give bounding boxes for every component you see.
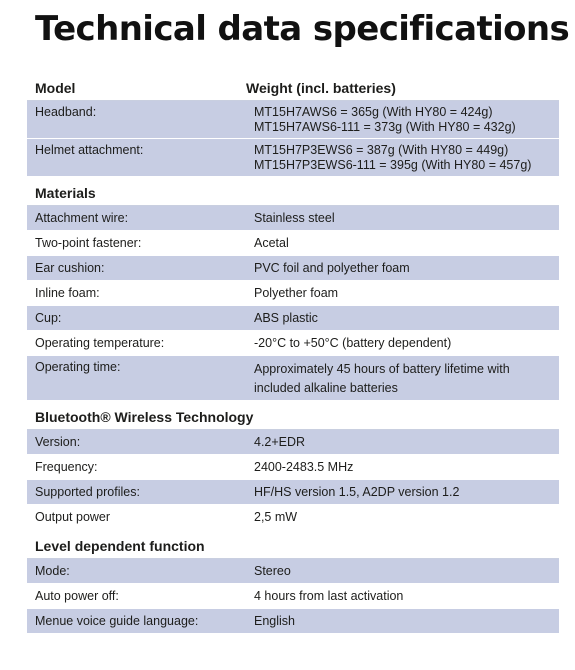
spec-label: Operating time: — [35, 360, 121, 374]
spec-value: English — [254, 613, 295, 628]
spec-row-two-point-fastener — [27, 231, 559, 256]
spec-table — [27, 76, 559, 634]
section-title: Model — [35, 80, 76, 96]
spec-value-line: MT15H7P3EWS6-111 = 395g (With HY80 = 457g) — [254, 158, 532, 172]
section-header-level-dependent — [27, 534, 559, 559]
spec-value-line: MT15H7P3EWS6 = 387g (With HY80 = 449g) — [254, 143, 509, 157]
spec-value: ABS plastic — [254, 310, 318, 325]
spec-value-line: included alkaline batteries — [254, 381, 398, 395]
spec-label: Frequency: — [35, 459, 98, 474]
spec-value — [254, 105, 559, 138]
spec-row-operating-time — [27, 356, 559, 401]
spec-row-version — [27, 430, 559, 455]
section-title: Level dependent function — [35, 538, 205, 554]
spec-value: Stainless steel — [254, 210, 335, 225]
spec-row-cup — [27, 306, 559, 331]
spec-row-voice-guide-language — [27, 609, 559, 634]
spec-label: Ear cushion: — [35, 260, 105, 275]
spec-value: PVC foil and polyether foam — [254, 260, 410, 275]
section-header-bluetooth — [27, 405, 559, 430]
section-subtitle: Weight (incl. batteries) — [246, 80, 396, 96]
spec-label: Helmet attachment: — [35, 143, 144, 157]
spec-value: 4.2+EDR — [254, 434, 306, 449]
spec-label: Auto power off: — [35, 588, 119, 603]
section-header-model — [27, 76, 559, 101]
spec-label: Menue voice guide language: — [35, 613, 199, 628]
spec-label: Headband: — [35, 105, 97, 119]
spec-label: Inline foam: — [35, 285, 100, 300]
spec-label: Supported profiles: — [35, 484, 140, 499]
spec-label: Two-point fastener: — [35, 235, 142, 250]
section-title: Materials — [35, 185, 96, 201]
spec-row-inline-foam — [27, 281, 559, 306]
spec-label: Attachment wire: — [35, 210, 129, 225]
spec-row-helmet-attachment — [27, 139, 559, 177]
spec-value — [254, 143, 559, 176]
spec-row-mode — [27, 559, 559, 584]
spec-row-attachment-wire — [27, 206, 559, 231]
spec-row-headband — [27, 101, 559, 139]
page-title: Technical data specifications — [35, 9, 570, 49]
spec-value: Acetal — [254, 235, 289, 250]
spec-value: Stereo — [254, 563, 291, 578]
spec-value: HF/HS version 1.5, A2DP version 1.2 — [254, 484, 460, 499]
spec-label: Version: — [35, 434, 81, 449]
spec-row-supported-profiles — [27, 480, 559, 505]
spec-row-ear-cushion — [27, 256, 559, 281]
spec-row-auto-power-off — [27, 584, 559, 609]
spec-label: Cup: — [35, 310, 62, 325]
spec-row-output-power — [27, 505, 559, 530]
spec-value: 2,5 mW — [254, 509, 298, 524]
spec-value-line: Approximately 45 hours of battery lifetime with — [254, 362, 510, 376]
spec-value: Polyether foam — [254, 285, 339, 300]
spec-label: Output power — [35, 509, 111, 524]
spec-value: 2400-2483.5 MHz — [254, 459, 354, 474]
spec-label: Mode: — [35, 563, 70, 578]
section-title: Bluetooth® Wireless Technology — [35, 409, 254, 425]
spec-value-line: MT15H7AWS6-111 = 373g (With HY80 = 432g) — [254, 120, 516, 134]
spec-value — [254, 360, 559, 400]
spec-value: 4 hours from last activation — [254, 588, 404, 603]
section-header-materials — [27, 181, 559, 206]
spec-value: -20°C to +50°C (battery dependent) — [254, 335, 452, 350]
spec-value-line: MT15H7AWS6 = 365g (With HY80 = 424g) — [254, 105, 493, 119]
spec-row-operating-temperature — [27, 331, 559, 356]
spec-label: Operating temperature: — [35, 335, 165, 350]
spec-row-frequency — [27, 455, 559, 480]
